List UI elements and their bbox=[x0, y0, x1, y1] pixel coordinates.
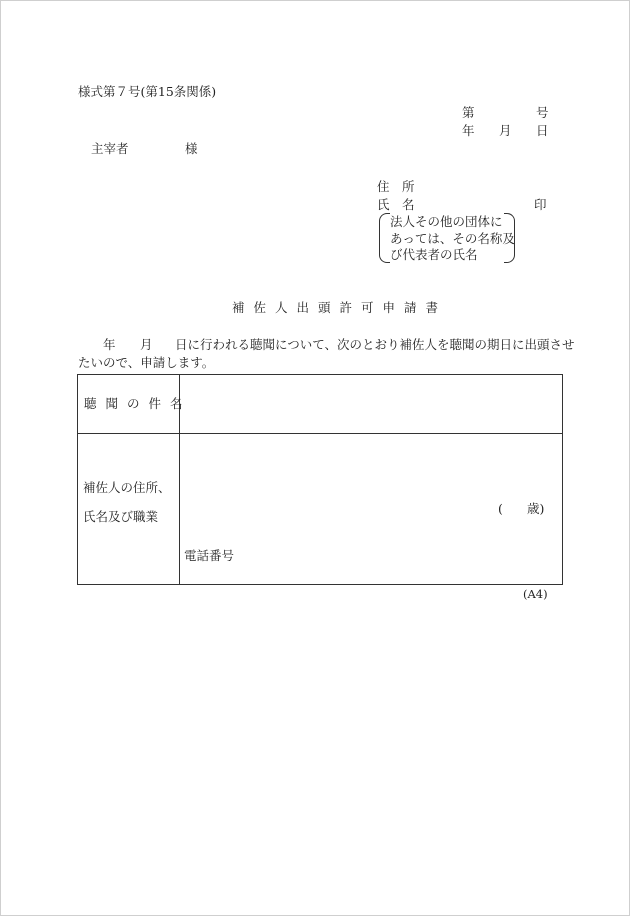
application-table bbox=[77, 374, 563, 585]
case-name-label: 聴聞の件名 bbox=[84, 396, 192, 411]
addressee-honorific: 様 bbox=[185, 141, 198, 156]
corporate-note-line: び代表者の氏名 bbox=[390, 247, 478, 262]
document-title: 補佐人出頭許可申請書 bbox=[232, 300, 448, 315]
name-label: 氏 名 bbox=[377, 197, 415, 212]
phone-label: 電話番号 bbox=[184, 548, 235, 563]
paper-size-label: (A4) bbox=[523, 587, 548, 601]
age-label: 歳) bbox=[527, 501, 545, 516]
assistant-details-field[interactable] bbox=[180, 434, 562, 584]
corporate-note bbox=[390, 214, 515, 264]
date-day-label: 日 bbox=[536, 123, 549, 138]
form-number: 様式第７号(第15条関係) bbox=[78, 84, 217, 99]
doc-no-suffix: 号 bbox=[536, 105, 549, 120]
age-open-paren: ( bbox=[498, 501, 503, 516]
body-year-label: 年 bbox=[103, 337, 116, 352]
left-bracket bbox=[379, 213, 390, 263]
case-name-field[interactable] bbox=[180, 375, 562, 433]
doc-no-prefix: 第 bbox=[462, 105, 475, 120]
body-line-1: 日に行われる聴聞について、次のとおり補佐人を聴聞の期日に出頭させ bbox=[175, 337, 575, 352]
addressee-role: 主宰者 bbox=[91, 141, 129, 156]
seal-label: 印 bbox=[534, 197, 547, 212]
date-year-label: 年 bbox=[462, 123, 475, 138]
body-line-2: たいので、申請します。 bbox=[78, 355, 215, 370]
corporate-note-line: あっては、その名称及 bbox=[390, 230, 515, 246]
corporate-note-line: 法人その他の団体に bbox=[390, 214, 503, 229]
body-month-label: 月 bbox=[140, 337, 153, 352]
assistant-label-line-1: 補佐人の住所、 bbox=[83, 480, 171, 495]
right-bracket bbox=[504, 213, 515, 263]
date-month-label: 月 bbox=[499, 123, 512, 138]
address-label: 住 所 bbox=[377, 179, 415, 194]
assistant-label-line-2: 氏名及び職業 bbox=[83, 509, 159, 524]
